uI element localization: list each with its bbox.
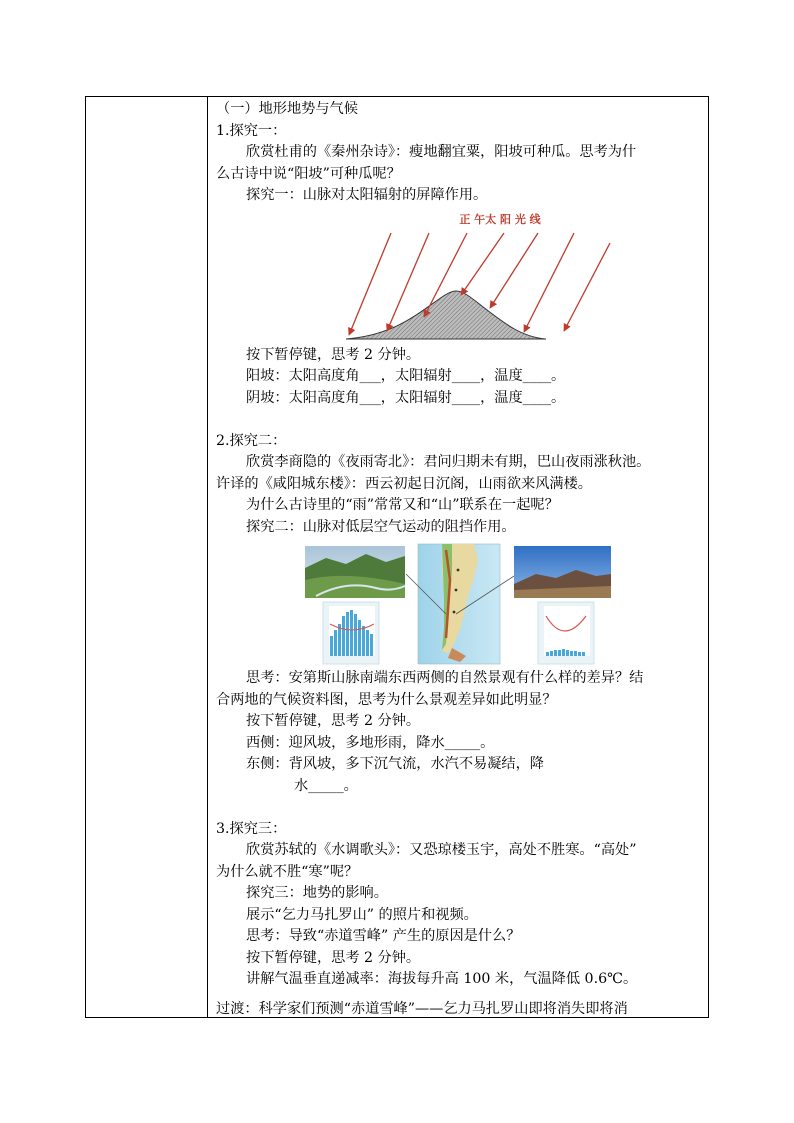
inquiry2-poem-line2: 许译的《咸阳城东楼》：西云初起日沉阁，山雨欲来风满楼。 (216, 475, 592, 492)
inquiry3-poem-line1: 欣赏苏轼的《水调歌头》：又恐琼楼玉宇，高处不胜寒。“高处” (246, 842, 637, 858)
west-valley-photo (305, 546, 405, 598)
andes-map (406, 544, 514, 664)
inquiry1-topic: 探究一：山脉对太阳辐射的屏障作用。 (246, 187, 488, 203)
inquiry2-poem-line1: 欣赏李商隐的《夜雨寄北》：君问归期未有期，巴山夜雨涨秋池。 (246, 454, 651, 470)
sun-ray-1 (349, 233, 391, 335)
left-column (86, 97, 208, 1017)
sun-ray-4 (461, 233, 504, 295)
inquiry2-heading: 2.探究二： (216, 432, 287, 449)
west-side-answer: 西侧：迎风坡，多地形雨，降水_____。 (246, 734, 495, 751)
sun-ray-diagram (324, 207, 624, 345)
east-side-answer-line2: 水_____。 (294, 777, 358, 794)
inquiry2-question: 为什么古诗里的“雨”常常又和“山”联系在一起呢？ (246, 497, 559, 513)
shady-slope-question: 阴坡：太阳高度角___，太阳辐射____，温度____。 (246, 389, 566, 406)
inquiry3-show: 展示“乞力马扎罗山” 的照片和视频。 (246, 906, 478, 923)
sunny-slope-question: 阳坡：太阳高度角___，太阳辐射____，温度____。 (246, 368, 566, 384)
sun-ray-7 (564, 243, 610, 331)
sun-ray-svg (324, 207, 624, 345)
andes-figure-svg (216, 540, 706, 666)
inquiry2-topic: 探究二：山脉对低层空气运动的阻挡作用。 (246, 518, 516, 535)
inquiry1-poem-line2: 么古诗中说“阳坡”可种瓜呢？ (216, 165, 401, 182)
west-climate-chart (323, 602, 379, 664)
inquiry1-pause: 按下暂停键，思考 2 分钟。 (246, 346, 421, 363)
transition-text: 过渡：科学家们预测“赤道雪峰”——乞力马扎罗山即将消失即将消 (216, 1000, 628, 1017)
lesson-table (85, 96, 709, 1018)
inquiry2-think-line1: 思考：安第斯山脉南端东西两侧的自然景观有什么样的差异？结 (246, 670, 644, 686)
inquiry1-heading: 1.探究一： (216, 122, 287, 139)
inquiry2-pause: 按下暂停键，思考 2 分钟。 (246, 713, 421, 729)
inquiry1-poem-line1: 欣赏杜甫的《秦州杂诗》：瘦地翻宜粟，阳坡可种瓜。思考为什 (246, 144, 637, 160)
sun-ray-6 (524, 233, 574, 332)
inquiry3-pause: 按下暂停键，思考 2 分钟。 (246, 949, 421, 966)
sun-ray-5 (490, 233, 538, 308)
inquiry3-topic: 探究三：地势的影响。 (246, 885, 388, 901)
inquiry3-think: 思考：导致“赤道雪峰” 产生的原因是什么？ (246, 928, 521, 944)
east-side-answer-line1: 东侧：背风坡，多下沉气流，水汽不易凝结，降 (246, 756, 544, 772)
lesson-content (216, 99, 706, 1020)
section-title: （一）地形地势与气候 (216, 101, 358, 117)
east-plateau-photo (514, 546, 611, 598)
hill-shape (346, 291, 546, 339)
inquiry3-heading: 3.探究三： (216, 820, 287, 837)
lapse-rate-explanation: 讲解气温垂直递减率：海拔每升高 100 米，气温降低 0.6℃。 (246, 971, 638, 987)
inquiry3-poem-line2: 为什么就不胜“寒”呢？ (216, 863, 359, 880)
andes-comparison-figure (216, 540, 706, 666)
inquiry2-think-line2: 合两地的气候资料图，思考为什么景观差异如此明显？ (216, 691, 557, 708)
sun-ray-label: 正 午太 阳 光 线 (459, 212, 541, 226)
east-climate-chart (538, 602, 594, 664)
